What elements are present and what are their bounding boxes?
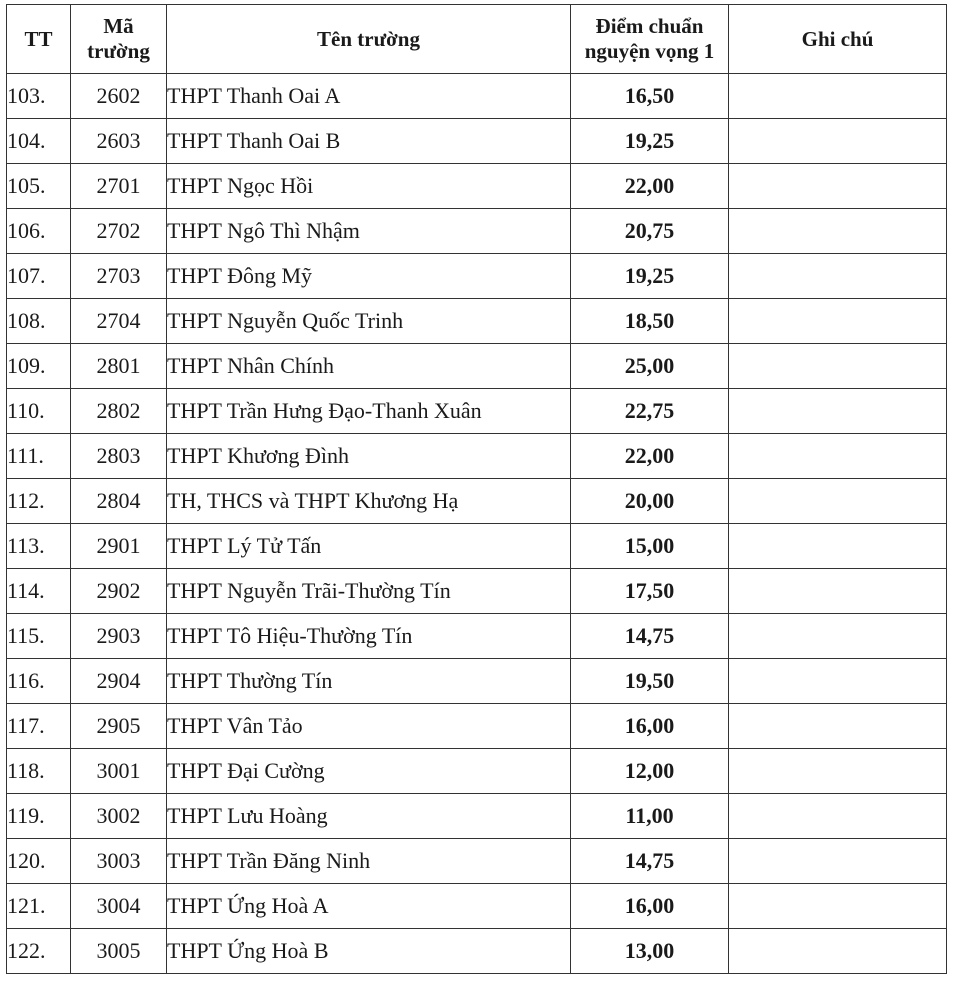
row-note <box>729 479 947 524</box>
row-school-code: 3005 <box>71 929 167 974</box>
table-row <box>7 389 947 434</box>
header-score-line2: nguyện vọng 1 <box>584 39 715 63</box>
row-tt: 116. <box>7 659 71 704</box>
row-school-name: THPT Nguyễn Quốc Trinh <box>167 299 571 344</box>
row-score: 25,00 <box>571 344 729 389</box>
row-note <box>729 434 947 479</box>
row-school-code: 2703 <box>71 254 167 299</box>
table-row <box>7 839 947 884</box>
row-tt: 118. <box>7 749 71 794</box>
row-note <box>729 614 947 659</box>
row-school-name: THPT Ứng Hoà A <box>167 884 571 929</box>
row-score: 14,75 <box>571 614 729 659</box>
row-tt: 108. <box>7 299 71 344</box>
row-note <box>729 209 947 254</box>
row-score: 15,00 <box>571 524 729 569</box>
row-tt: 112. <box>7 479 71 524</box>
header-score <box>571 5 729 74</box>
row-school-code: 3003 <box>71 839 167 884</box>
row-school-code: 3002 <box>71 794 167 839</box>
row-school-name: THPT Trần Hưng Đạo-Thanh Xuân <box>167 389 571 434</box>
row-score: 17,50 <box>571 569 729 614</box>
row-score: 14,75 <box>571 839 729 884</box>
row-note <box>729 524 947 569</box>
header-note: Ghi chú <box>729 5 947 74</box>
row-score: 16,00 <box>571 884 729 929</box>
row-school-name: THPT Thanh Oai A <box>167 74 571 119</box>
row-note <box>729 929 947 974</box>
table-row <box>7 884 947 929</box>
table-row <box>7 434 947 479</box>
header-school-code <box>71 5 167 74</box>
row-tt: 106. <box>7 209 71 254</box>
row-school-name: THPT Nhân Chính <box>167 344 571 389</box>
header-row <box>7 5 947 74</box>
row-school-name: THPT Ứng Hoà B <box>167 929 571 974</box>
row-school-code: 2804 <box>71 479 167 524</box>
row-school-name: THPT Tô Hiệu-Thường Tín <box>167 614 571 659</box>
table-row <box>7 929 947 974</box>
table-row <box>7 659 947 704</box>
table-row <box>7 254 947 299</box>
table-row <box>7 704 947 749</box>
row-note <box>729 794 947 839</box>
row-note <box>729 749 947 794</box>
row-score: 16,50 <box>571 74 729 119</box>
row-note <box>729 884 947 929</box>
row-school-name: THPT Đại Cường <box>167 749 571 794</box>
row-school-code: 2702 <box>71 209 167 254</box>
row-note <box>729 164 947 209</box>
table-row <box>7 479 947 524</box>
row-note <box>729 569 947 614</box>
row-school-name: THPT Lưu Hoàng <box>167 794 571 839</box>
row-school-name: THPT Vân Tảo <box>167 704 571 749</box>
row-school-code: 2701 <box>71 164 167 209</box>
table-row <box>7 794 947 839</box>
row-school-name: THPT Trần Đăng Ninh <box>167 839 571 884</box>
row-note <box>729 704 947 749</box>
row-school-code: 2901 <box>71 524 167 569</box>
table-row <box>7 344 947 389</box>
row-tt: 115. <box>7 614 71 659</box>
row-school-name: THPT Lý Tử Tấn <box>167 524 571 569</box>
row-school-name: THPT Ngọc Hồi <box>167 164 571 209</box>
row-school-name: THPT Đông Mỹ <box>167 254 571 299</box>
row-score: 16,00 <box>571 704 729 749</box>
row-school-name: THPT Khương Đình <box>167 434 571 479</box>
row-note <box>729 299 947 344</box>
row-school-code: 2704 <box>71 299 167 344</box>
row-note <box>729 254 947 299</box>
row-school-code: 2802 <box>71 389 167 434</box>
row-school-name: THPT Nguyễn Trãi-Thường Tín <box>167 569 571 614</box>
table-row <box>7 209 947 254</box>
table-row <box>7 299 947 344</box>
row-school-code: 2602 <box>71 74 167 119</box>
row-score: 18,50 <box>571 299 729 344</box>
header-school-name: Tên trường <box>167 5 571 74</box>
row-score: 22,75 <box>571 389 729 434</box>
header-school-code-line1: Mã <box>103 14 134 38</box>
header-score-line1: Điểm chuẩn <box>595 14 704 38</box>
row-tt: 109. <box>7 344 71 389</box>
row-tt: 120. <box>7 839 71 884</box>
row-school-code: 3004 <box>71 884 167 929</box>
row-tt: 117. <box>7 704 71 749</box>
row-tt: 114. <box>7 569 71 614</box>
row-school-name: THPT Thường Tín <box>167 659 571 704</box>
row-score: 19,50 <box>571 659 729 704</box>
row-tt: 110. <box>7 389 71 434</box>
table-row <box>7 119 947 164</box>
table-row <box>7 749 947 794</box>
row-tt: 113. <box>7 524 71 569</box>
row-note <box>729 839 947 884</box>
row-note <box>729 74 947 119</box>
admission-scores-table <box>6 4 947 974</box>
row-tt: 105. <box>7 164 71 209</box>
row-tt: 104. <box>7 119 71 164</box>
row-tt: 103. <box>7 74 71 119</box>
table-row <box>7 74 947 119</box>
row-note <box>729 389 947 434</box>
row-score: 20,75 <box>571 209 729 254</box>
row-school-code: 2904 <box>71 659 167 704</box>
table-row <box>7 524 947 569</box>
header-school-code-line2: trường <box>87 39 150 63</box>
row-score: 13,00 <box>571 929 729 974</box>
row-score: 22,00 <box>571 434 729 479</box>
row-tt: 122. <box>7 929 71 974</box>
row-school-name: THPT Thanh Oai B <box>167 119 571 164</box>
row-tt: 121. <box>7 884 71 929</box>
header-tt: TT <box>7 5 71 74</box>
table-row <box>7 164 947 209</box>
row-score: 20,00 <box>571 479 729 524</box>
row-score: 19,25 <box>571 254 729 299</box>
row-school-code: 2803 <box>71 434 167 479</box>
row-tt: 119. <box>7 794 71 839</box>
table-row <box>7 614 947 659</box>
row-school-code: 2801 <box>71 344 167 389</box>
table-body <box>7 74 947 974</box>
row-score: 22,00 <box>571 164 729 209</box>
row-note <box>729 344 947 389</box>
row-school-code: 3001 <box>71 749 167 794</box>
row-score: 12,00 <box>571 749 729 794</box>
row-school-name: THPT Ngô Thì Nhậm <box>167 209 571 254</box>
row-note <box>729 119 947 164</box>
row-score: 19,25 <box>571 119 729 164</box>
row-tt: 111. <box>7 434 71 479</box>
row-note <box>729 659 947 704</box>
row-school-code: 2903 <box>71 614 167 659</box>
row-school-code: 2902 <box>71 569 167 614</box>
table-row <box>7 569 947 614</box>
row-school-code: 2905 <box>71 704 167 749</box>
row-tt: 107. <box>7 254 71 299</box>
row-school-name: TH, THCS và THPT Khương Hạ <box>167 479 571 524</box>
row-school-code: 2603 <box>71 119 167 164</box>
row-score: 11,00 <box>571 794 729 839</box>
